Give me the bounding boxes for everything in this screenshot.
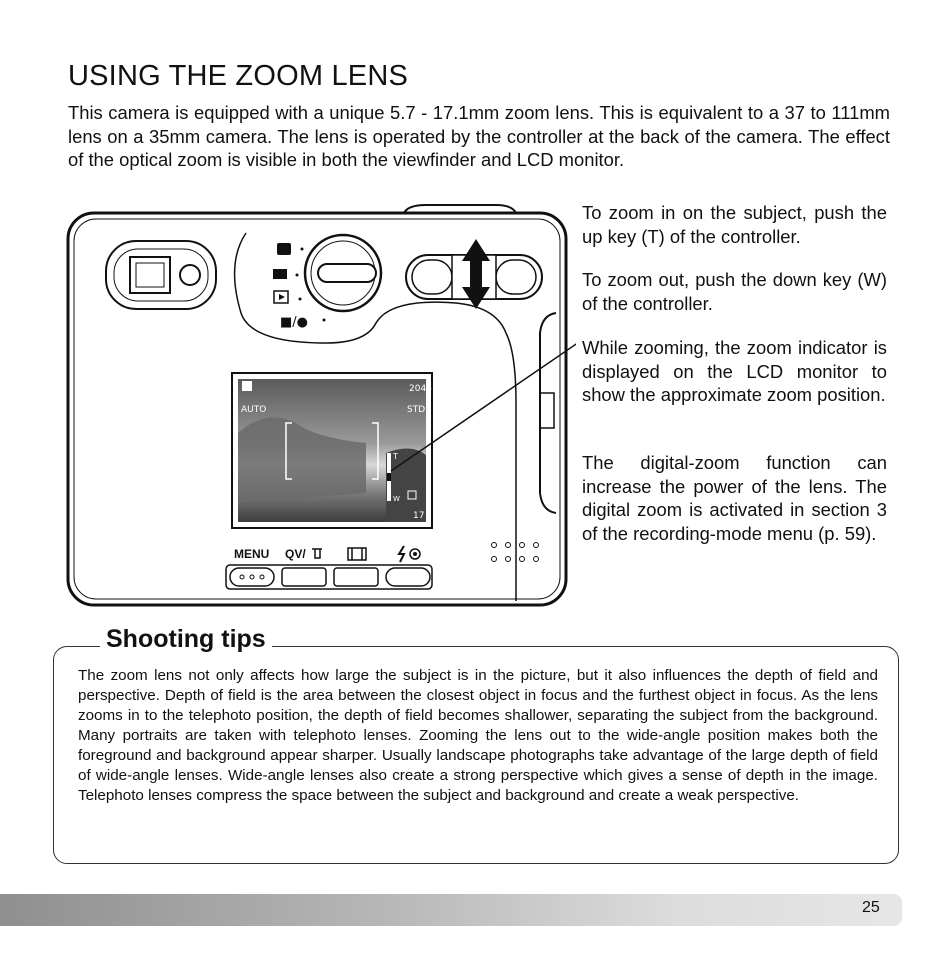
page-number: 25 xyxy=(862,899,880,916)
lcd-zoom-wide: W xyxy=(393,495,400,503)
svg-text:■/●: ■/● xyxy=(280,315,309,330)
camera-back-illustration xyxy=(66,203,576,608)
footer-bar xyxy=(0,894,902,926)
menu-button-label: MENU xyxy=(234,547,270,561)
zoom-indicator-paragraph: While zooming, the zoom indicator is displayed on the LCD monitor to show the approximate zoom position. xyxy=(582,337,887,405)
lcd-quality: STD. xyxy=(407,405,429,415)
lcd-flash-mode: AUTO xyxy=(241,405,267,415)
intro-paragraph: This camera is equipped with a unique 5.7 - 17.1mm zoom lens. This is equivalent to a 37 to 111mm lens on a 35mm camera. The lens is operated by the controller at the back of the camera. The effect of the optical zoom is visible in both the viewfinder and LCD monitor. xyxy=(68,102,890,170)
qv-button-label: QV/ xyxy=(285,547,306,561)
lcd-resolution: 2048 xyxy=(409,384,432,394)
shooting-tips-heading: Shooting tips xyxy=(100,625,272,654)
zoom-in-paragraph: To zoom in on the subject, push the up key (T) of the controller. xyxy=(582,202,887,247)
digital-zoom-paragraph: The digital-zoom function can increase the power of the lens. The digital zoom is activated in section 3 of the recording-mode menu (p. 59). xyxy=(582,452,887,544)
lcd-zoom-tele: T xyxy=(393,452,398,461)
lcd-frame-count: 17 xyxy=(413,511,425,521)
shooting-tips-body: The zoom lens not only affects how large the subject is in the picture, but it also influences the depth of field and perspective. Depth of field is the area between the closest object in focus and the furthest object in focus. As the lens zooms in to the telephoto position, the depth of field becomes shallower, separating the subject from the background. Many portraits are taken with telephoto lenses. Zooming the lens out to the wide-angle position makes both the foreground and background appear sharper. Usually landscape photographs take advantage of the large depth of field of wide-angle lenses. Wide-angle lenses also create a strong perspective which gives a sense of depth in the image. Telephoto lenses compress the space between the subject and background and create a weak perspective. xyxy=(78,667,878,804)
page-title: USING THE ZOOM LENS xyxy=(68,60,409,92)
zoom-out-paragraph: To zoom out, push the down key (W) of the controller. xyxy=(582,269,887,314)
